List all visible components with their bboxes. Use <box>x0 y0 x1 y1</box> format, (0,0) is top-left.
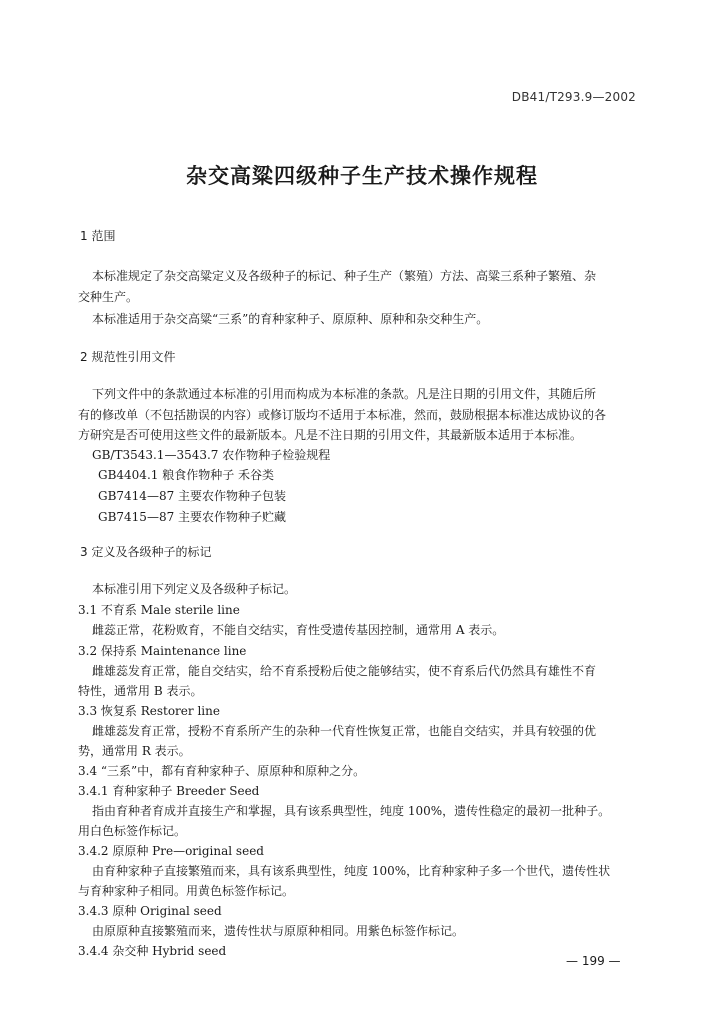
reference-item: GB4404.1 粮食作物种子 禾谷类 <box>98 468 275 482</box>
definition-3-3-heading: 3.3 恢复系 Restorer line <box>78 704 220 718</box>
definition-3-4-3-text: 由原原种直接繁殖而来，遗传性状与原原种相同。用紫色标签作标记。 <box>92 924 465 938</box>
section-2-para-line-1: 下列文件中的条款通过本标准的引用而构成为本标准的条款。凡是注日期的引用文件，其随后所 <box>92 387 597 401</box>
definition-3-4-2-heading: 3.4.2 原原种 Pre—original seed <box>78 844 264 858</box>
section-1-heading: 1 范围 <box>80 229 116 243</box>
definition-3-2-heading: 3.2 保持系 Maintenance line <box>78 644 247 658</box>
section-2-para-line-2: 有的修改单（不包括勘误的内容）或修订版均不适用于本标准，然而，鼓励根据本标准达成协议的各 <box>78 408 607 422</box>
definition-3-1-heading: 3.1 不育系 Male sterile line <box>78 603 240 617</box>
reference-item: GB/T3543.1—3543.7 农作物种子检验规程 <box>92 448 331 462</box>
definition-3-4-2-text-line-1: 由育种家种子直接繁殖而来，具有该系典型性，纯度 100%，比育种家种子多一个世代，遗传性状 <box>92 864 611 878</box>
section-1-para-1-line-1: 本标准规定了杂交高粱定义及各级种子的标记、种子生产（繁殖）方法、高粱三系种子繁殖、杂 <box>92 269 597 283</box>
definition-3-4-4-heading: 3.4.4 杂交种 Hybrid seed <box>78 944 227 958</box>
page-number: — 199 — <box>566 954 621 968</box>
definition-3-4-1-text-line-2: 用白色标签作标记。 <box>78 824 187 838</box>
reference-item: GB7414—87 主要农作物种子包装 <box>98 489 287 503</box>
definition-3-4-3-heading: 3.4.3 原种 Original seed <box>78 904 222 918</box>
reference-item: GB7415—87 主要农作物种子贮藏 <box>98 510 287 524</box>
section-3-heading: 3 定义及各级种子的标记 <box>80 545 212 559</box>
section-3-intro: 本标准引用下列定义及各级种子标记。 <box>92 582 297 596</box>
standard-code: DB41/T293.9—2002 <box>511 90 636 104</box>
section-1-para-2: 本标准适用于杂交高粱“三系”的育种家种子、原原种、原种和杂交种生产。 <box>92 312 489 326</box>
definition-3-2-text-line-1: 雌雄蕊发育正常，能自交结实，给不育系授粉后使之能够结实，使不育系后代仍然具有雄性不育 <box>92 664 597 678</box>
section-2-para-line-3: 方研究是否可使用这些文件的最新版本。凡是不注日期的引用文件，其最新版本适用于本标准。 <box>78 428 583 442</box>
definition-3-1-text: 雌蕊正常，花粉败育，不能自交结实，育性受遗传基因控制，通常用 A 表示。 <box>92 623 505 637</box>
section-2-heading: 2 规范性引用文件 <box>80 350 176 364</box>
definition-3-3-text-line-1: 雌雄蕊发育正常，授粉不育系所产生的杂种一代育性恢复正常，也能自交结实，并具有较强的优 <box>92 724 597 738</box>
definition-3-2-text-line-2: 特性，通常用 B 表示。 <box>78 684 203 698</box>
definition-3-4-2-text-line-2: 与育种家种子相同。用黄色标签作标记。 <box>78 884 295 898</box>
definition-3-4-1-heading: 3.4.1 育种家种子 Breeder Seed <box>78 784 260 798</box>
definition-3-4-1-text-line-1: 指由育种者育成并直接生产和掌握，具有该系典型性，纯度 100%，遗传性稳定的最初一批种子。 <box>92 804 611 818</box>
document-title: 杂交高粱四级种子生产技术操作规程 <box>186 163 538 188</box>
section-1-para-1-line-2: 交种生产。 <box>78 290 139 304</box>
definition-3-3-text-line-2: 势，通常用 R 表示。 <box>78 744 191 758</box>
definition-3-4-heading: 3.4 “三系”中，都有育种家种子、原原种和原种之分。 <box>78 764 366 778</box>
